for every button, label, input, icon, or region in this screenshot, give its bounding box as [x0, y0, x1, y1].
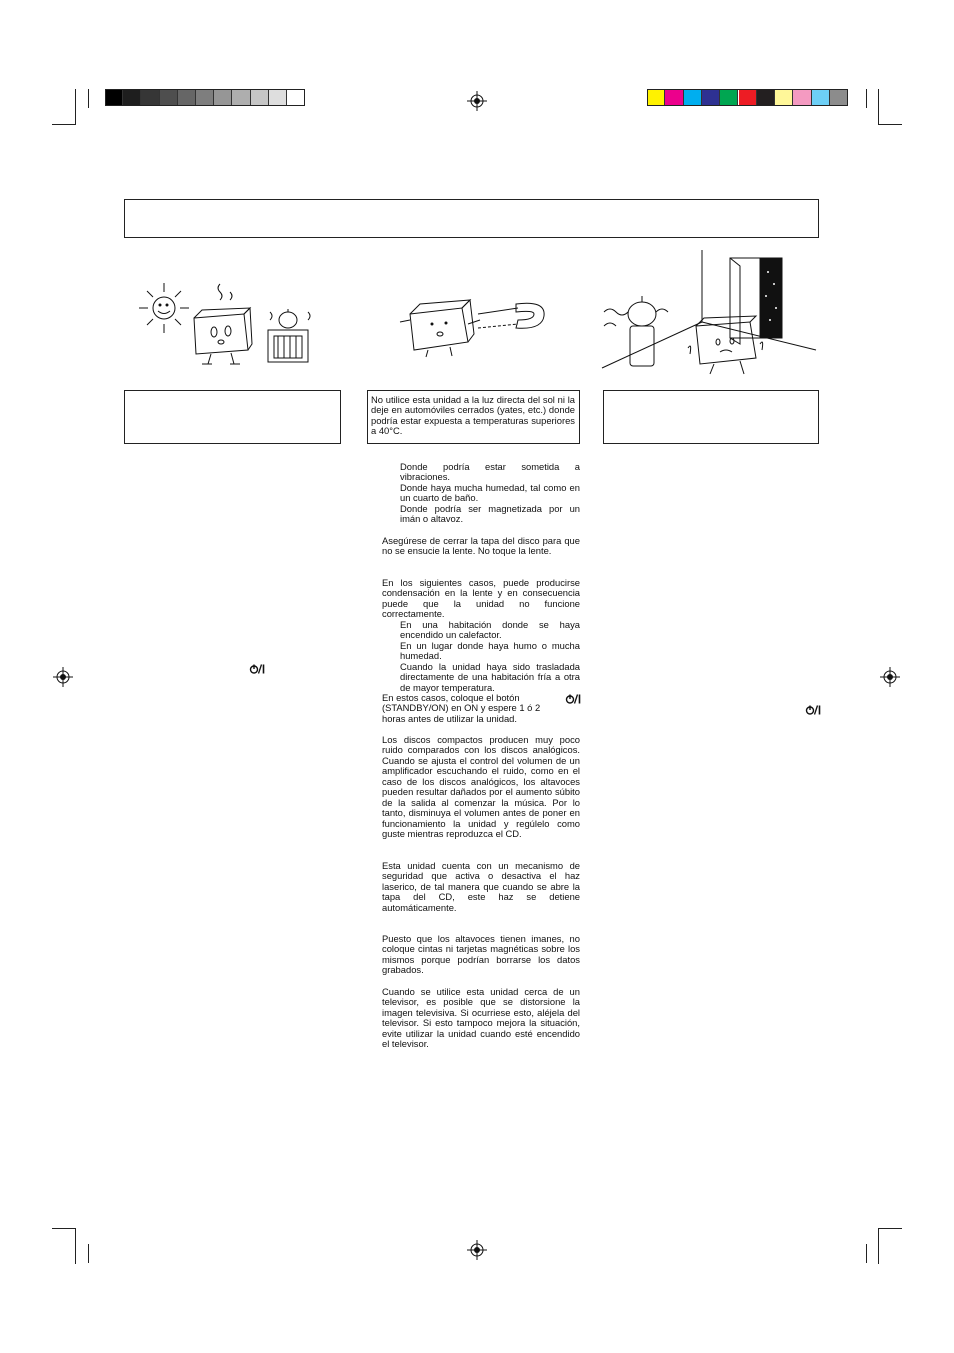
standby-on-icon: [249, 664, 265, 674]
registration-mark-icon: [880, 667, 900, 687]
standby-on-icon: [805, 705, 821, 715]
safety-paragraph: Esta unidad cuenta con un mecanismo de seguridad que activa o desactiva el haz laserico, de tal manera que cuando se abre la tapa del CD, este haz se detiene automáticamente.: [382, 860, 580, 913]
magnet-illustration: [398, 294, 548, 360]
condensation-intro: En los siguientes casos, puede producirse condensación en la lente y en consecuencia puede que la unidad no funcione correctamente.: [382, 577, 580, 620]
condensation-list-item: En un lugar donde haya humo o mucha humedad.: [400, 640, 580, 662]
tv-paragraph: Cuando se utilice esta unidad cerca de un televisor, es posible que se distorsione la imagen televisiva. Si ocurriese esto, aléjela del televisor. Si esto tampoco mejora la situación, evite utilizar la unidad cuando esté encendido el televisor.: [382, 986, 580, 1050]
place-list-item: Donde haya mucha humedad, tal como en un cuarto de baño.: [400, 482, 580, 504]
warning-box: [367, 390, 580, 444]
registration-mark-icon: [467, 1240, 487, 1260]
warning-box-text: No utilice esta unidad a la luz directa del sol ni la deje en automóviles cerrados (yates, etc.) donde podría estar expuesta a temperaturas superiores a 40°C.: [371, 394, 575, 437]
caption-box-left: [124, 390, 341, 444]
cd-noise-paragraph: Los discos compactos producen muy poco ruido comparados con los discos analógicos. Cuando se ajusta el control del volumen de un amplificador escuchando el ruido, como en el caso de los discos analógicos, los altavoces pueden resultar dañados por el aumento súbito de la salida al comenzar la música. Por lo tanto, disminuya el volumen antes de poner en funcionamiento la unidad y regúlelo como guste mientras reproduzca el CD.: [382, 734, 580, 840]
condensation-list-item: Cuando la unidad haya sido trasladada directamente de una habitación fría a otra de mayor temperatura.: [400, 661, 580, 693]
condensation-action: En estos casos, coloque el botón (STANDBY/ON) en ON y espere 1 ó 2 horas antes de utilizar la unidad.: [382, 692, 541, 724]
caption-box-right: [603, 390, 819, 444]
registration-mark-icon: [53, 667, 73, 687]
place-list-item: Donde podría ser magnetizada por un imán o altavoz.: [400, 503, 580, 525]
grayscale-frame: [105, 89, 305, 106]
lid-paragraph: Asegúrese de cerrar la tapa del disco para que no se ensucie la lente. No toque la lente.: [382, 535, 580, 557]
condensation-list-item: En una habitación donde se haya encendido un calefactor.: [400, 619, 580, 641]
place-list-item: Donde podría estar sometida a vibraciones.: [400, 461, 580, 483]
standby-on-icon: [565, 694, 581, 704]
registration-mark-icon: [467, 91, 487, 111]
speaker-paragraph: Puesto que los altavoces tienen imanes, no coloque cintas ni tarjetas magnéticas sobre los mismos porque podrían borrarse los datos grabados.: [382, 933, 580, 976]
heater-door-illustration: [600, 250, 820, 378]
title-box: [124, 199, 819, 238]
sun-heat-illustration: [136, 278, 316, 370]
color-frame: [647, 89, 848, 106]
